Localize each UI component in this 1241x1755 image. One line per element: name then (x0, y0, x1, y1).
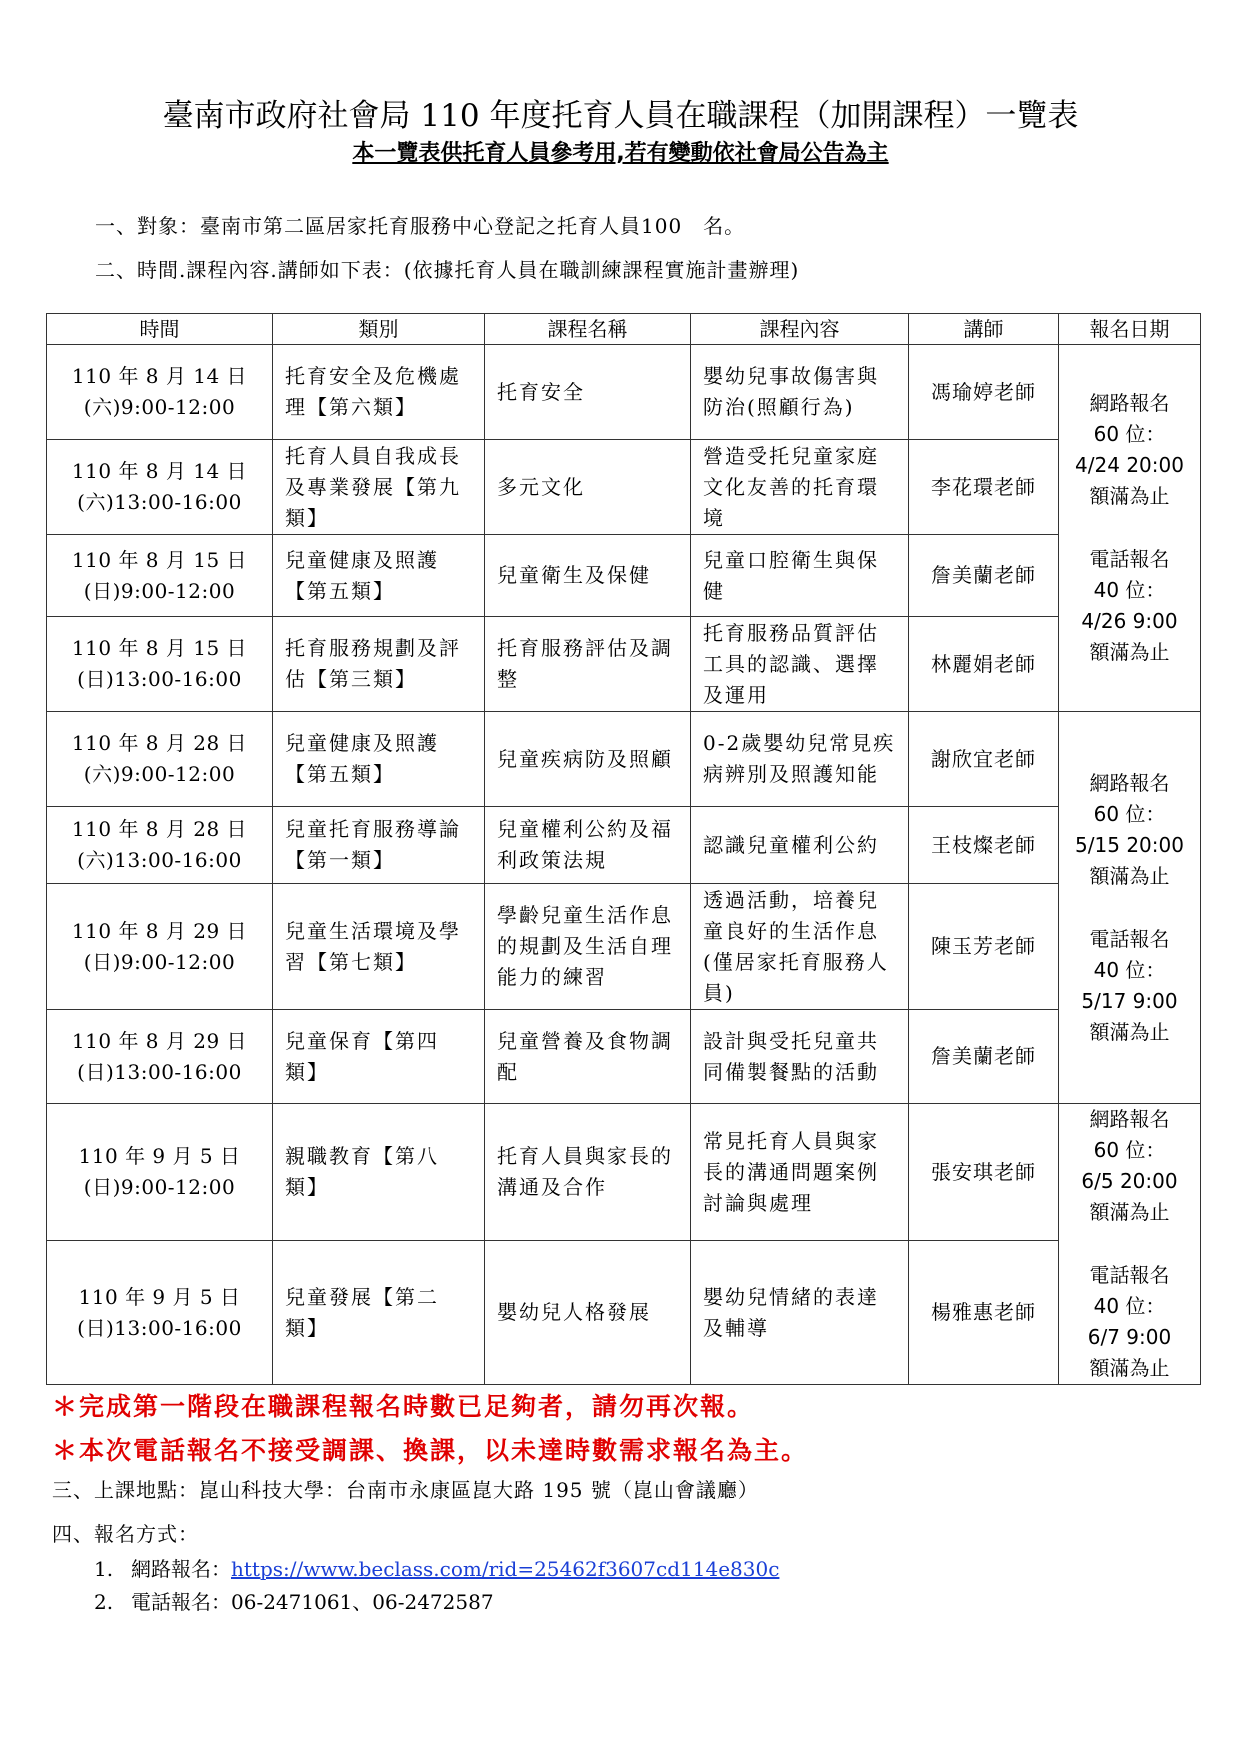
course-content-cell: 0-2歲嬰幼兒常見疾病辨別及照護知能 (691, 712, 909, 807)
course-content-cell: 常見托育人員與家長的溝通問題案例討論與處理 (691, 1104, 909, 1241)
table-row (47, 617, 1201, 712)
intro-target: 一、對象：臺南市第二區居家托育服務中心登記之托育人員100 名。 (95, 214, 746, 238)
signup-heading: 四、報名方式： (52, 1522, 199, 1546)
category-cell: 兒童生活環境及學習【第七類】 (273, 884, 485, 1010)
course-name-cell: 托育人員與家長的溝通及合作 (485, 1104, 691, 1241)
course-schedule-table (46, 313, 1201, 1385)
teacher-cell: 陳玉芳老師 (909, 884, 1059, 1010)
signup-online (94, 1553, 779, 1582)
table-header-row (47, 314, 1201, 345)
table-row (47, 440, 1201, 535)
table-row (47, 807, 1201, 884)
course-content-cell: 兒童口腔衛生與保健 (691, 535, 909, 617)
course-content-cell: 透過活動，培養兒童良好的生活作息(僅居家托育服務人員) (691, 884, 909, 1010)
time-cell: 110 年 8 月 29 日 (日)13:00-16:00 (47, 1010, 273, 1104)
teacher-cell: 馮瑜婷老師 (909, 345, 1059, 440)
intro-time: 二、時間.課程內容.講師如下表：(依據托育人員在職訓練課程實施計畫辦理) (95, 258, 800, 282)
table-row (47, 1104, 1201, 1241)
course-name-cell: 嬰幼兒人格發展 (485, 1241, 691, 1385)
table-row (47, 345, 1201, 440)
category-cell: 托育服務規劃及評估【第三類】 (273, 617, 485, 712)
category-cell: 親職教育【第八類】 (273, 1104, 485, 1241)
signup-online-link[interactable]: https://www.beclass.com/rid=25462f3607cd114e830c (231, 1557, 780, 1581)
course-content-cell: 設計與受托兒童共同備製餐點的活動 (691, 1010, 909, 1104)
time-cell: 110 年 9 月 5 日 (日)9:00-12:00 (47, 1104, 273, 1241)
signup-phone (94, 1586, 494, 1615)
registration-cell: 網路報名 60 位： 5/15 20:00 額滿為止 電話報名 40 位： 5/17 9:00 額滿為止 (1059, 712, 1201, 1104)
header-course-content: 課程內容 (691, 314, 909, 345)
category-cell: 兒童托育服務導論【第一類】 (273, 807, 485, 884)
time-cell: 110 年 8 月 28 日 (六)13:00-16:00 (47, 807, 273, 884)
teacher-cell: 王枝燦老師 (909, 807, 1059, 884)
course-name-cell: 兒童營養及食物調配 (485, 1010, 691, 1104)
course-name-cell: 托育服務評估及調整 (485, 617, 691, 712)
teacher-cell: 張安琪老師 (909, 1104, 1059, 1241)
notice-text: ＊本次電話報名不接受調課、換課，以未達時數需求報名為主。 (52, 1436, 809, 1465)
time-cell: 110 年 8 月 15 日 (日)9:00-12:00 (47, 535, 273, 617)
category-cell: 兒童健康及照護【第五類】 (273, 712, 485, 807)
header-course-name: 課程名稱 (485, 314, 691, 345)
table-row (47, 712, 1201, 807)
category-cell: 兒童保育【第四類】 (273, 1010, 485, 1104)
time-cell: 110 年 8 月 29 日 (日)9:00-12:00 (47, 884, 273, 1010)
course-name-cell: 學齡兒童生活作息的規劃及生活自理能力的練習 (485, 884, 691, 1010)
teacher-cell: 詹美蘭老師 (909, 535, 1059, 617)
category-cell: 托育安全及危機處理【第六類】 (273, 345, 485, 440)
table-row (47, 1241, 1201, 1385)
course-content-cell: 營造受托兒童家庭文化友善的托育環境 (691, 440, 909, 535)
table-row (47, 1010, 1201, 1104)
course-name-cell: 托育安全 (485, 345, 691, 440)
course-content-cell: 嬰幼兒事故傷害與防治(照顧行為) (691, 345, 909, 440)
time-cell: 110 年 8 月 28 日 (六)9:00-12:00 (47, 712, 273, 807)
time-cell: 110 年 8 月 15 日 (日)13:00-16:00 (47, 617, 273, 712)
table-row (47, 535, 1201, 617)
teacher-cell: 詹美蘭老師 (909, 1010, 1059, 1104)
teacher-cell: 楊雅惠老師 (909, 1241, 1059, 1385)
signup-phone-label: 電話報名： (131, 1590, 231, 1614)
course-name-cell: 兒童權利公約及福利政策法規 (485, 807, 691, 884)
course-content-cell: 認識兒童權利公約 (691, 807, 909, 884)
signup-phone-numbers: 06-2471061、06-2472587 (231, 1590, 494, 1614)
page-title: 臺南市政府社會局 110 年度托育人員在職課程（加開課程）一覽表 (162, 98, 1079, 134)
signup-online-label: 網路報名： (131, 1557, 231, 1581)
category-cell: 兒童健康及照護【第五類】 (273, 535, 485, 617)
category-cell: 托育人員自我成長及專業發展【第九類】 (273, 440, 485, 535)
course-content-cell: 托育服務品質評估工具的認識、選擇及運用 (691, 617, 909, 712)
location-text: 三、上課地點：崑山科技大學：台南市永康區崑大路 195 號（崑山會議廳） (52, 1478, 759, 1502)
table-row (47, 884, 1201, 1010)
header-registration-date: 報名日期 (1059, 314, 1201, 345)
page-subtitle: 本一覽表供托育人員參考用,若有變動依社會局公告為主 (352, 141, 889, 166)
time-cell: 110 年 9 月 5 日 (日)13:00-16:00 (47, 1241, 273, 1385)
course-name-cell: 兒童疾病防及照顧 (485, 712, 691, 807)
registration-cell: 網路報名 60 位： 4/24 20:00 額滿為止 電話報名 40 位： 4/26 9:00 額滿為止 (1059, 345, 1201, 712)
time-cell: 110 年 8 月 14 日 (六)9:00-12:00 (47, 345, 273, 440)
notice-text: ＊完成第一階段在職課程報名時數已足夠者，請勿再次報。 (52, 1392, 755, 1421)
teacher-cell: 謝欣宜老師 (909, 712, 1059, 807)
course-content-cell: 嬰幼兒情緒的表達及輔導 (691, 1241, 909, 1385)
course-name-cell: 兒童衛生及保健 (485, 535, 691, 617)
time-cell: 110 年 8 月 14 日 (六)13:00-16:00 (47, 440, 273, 535)
category-cell: 兒童發展【第二類】 (273, 1241, 485, 1385)
header-category: 類別 (273, 314, 485, 345)
teacher-cell: 李花環老師 (909, 440, 1059, 535)
header-time: 時間 (47, 314, 273, 345)
list-number: 1. (94, 1557, 114, 1581)
header-teacher: 講師 (909, 314, 1059, 345)
course-name-cell: 多元文化 (485, 440, 691, 535)
list-number: 2. (94, 1590, 114, 1614)
registration-cell: 網路報名 60 位： 6/5 20:00 額滿為止 電話報名 40 位： 6/7 9:00 額滿為止 (1059, 1104, 1201, 1385)
teacher-cell: 林麗娟老師 (909, 617, 1059, 712)
